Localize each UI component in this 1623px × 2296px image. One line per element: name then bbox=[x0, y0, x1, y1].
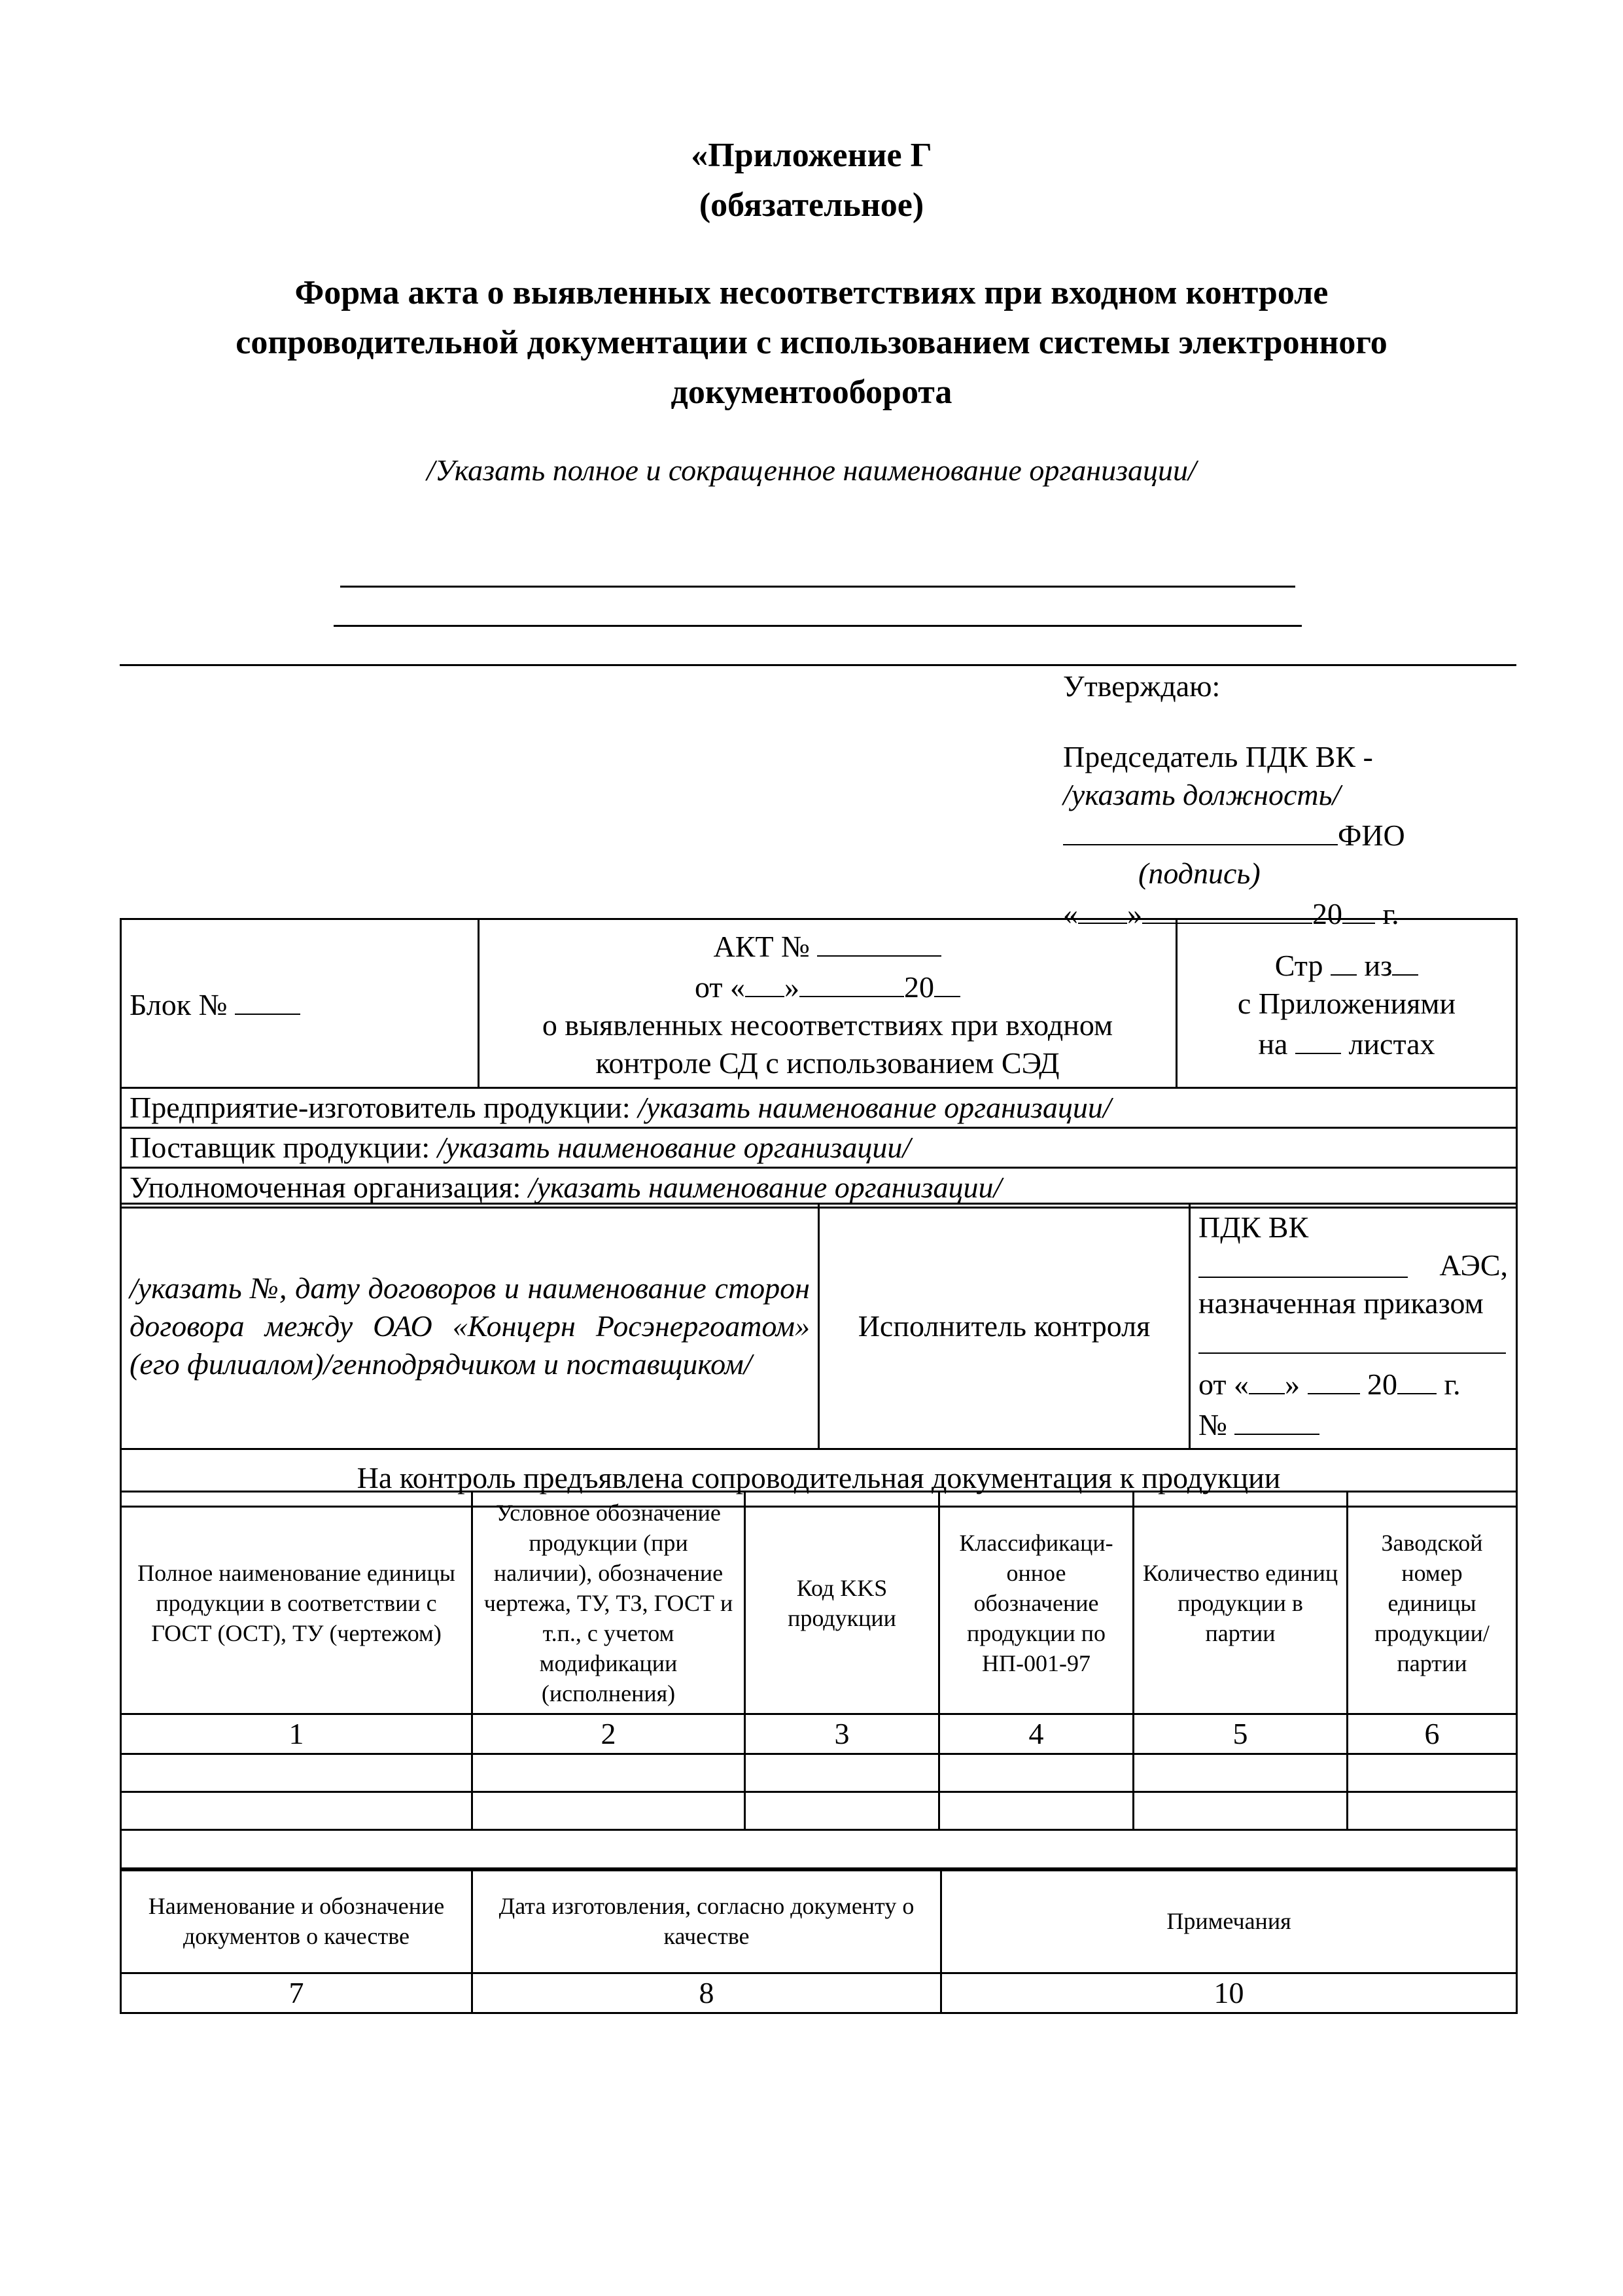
form-title-line-1: Форма акта о выявленных несоответствиях при входном контроле bbox=[294, 274, 1329, 311]
order-from-close: » bbox=[1285, 1368, 1300, 1401]
column-header: Заводской номер единицы продукции/ партии bbox=[1348, 1492, 1517, 1714]
appendix-title bbox=[0, 131, 1623, 230]
chairman-label: Председатель ПДК ВК - bbox=[1063, 740, 1373, 773]
column-number: 2 bbox=[472, 1714, 745, 1754]
form-title bbox=[0, 268, 1623, 417]
quality-column-header: Наименование и обозначение документов о качестве bbox=[121, 1869, 472, 1973]
quality-column-number: 10 bbox=[941, 1973, 1517, 2013]
supplier-row bbox=[121, 1128, 1517, 1168]
pdk-label: ПДК ВК bbox=[1198, 1210, 1309, 1244]
act-desc-2: контроле СД с использованием СЭД bbox=[595, 1046, 1060, 1080]
aes-line bbox=[1198, 1246, 1508, 1284]
mandatory-label: (обязательное) bbox=[699, 186, 924, 224]
table-cell bbox=[745, 1754, 939, 1792]
manufacturer-row bbox=[121, 1088, 1517, 1128]
table-cell bbox=[745, 1792, 939, 1830]
organization-line-1 bbox=[340, 586, 1295, 588]
supplier-hint: /указать наименование организации/ bbox=[437, 1131, 911, 1164]
approval-block bbox=[1063, 667, 1521, 933]
date-close: » bbox=[1127, 897, 1142, 930]
table-cell bbox=[1134, 1792, 1348, 1830]
order-year-suffix: г. bbox=[1444, 1368, 1461, 1401]
table-cell bbox=[472, 1754, 745, 1792]
quality-column-number: 7 bbox=[121, 1973, 472, 2013]
manufacturer-label: Предприятие-изготовитель продукции: bbox=[130, 1091, 638, 1124]
act-desc-1: о выявленных несоответствиях при входном bbox=[542, 1008, 1113, 1042]
act-cell bbox=[479, 919, 1177, 1088]
approve-label: Утверждаю: bbox=[1063, 669, 1221, 703]
appointed-label: назначенная приказом bbox=[1198, 1286, 1484, 1320]
column-number: 5 bbox=[1134, 1714, 1348, 1754]
sheets-count bbox=[1185, 1023, 1508, 1063]
quality-column-number: 8 bbox=[472, 1973, 941, 2013]
table-cell bbox=[121, 1754, 472, 1792]
sheets-label: листах bbox=[1348, 1027, 1435, 1061]
page-of: из bbox=[1364, 948, 1393, 982]
table-cell bbox=[1348, 1754, 1517, 1792]
with-appendices: с Приложениями bbox=[1237, 986, 1456, 1020]
column-header: Полное наименование единицы продукции в соответствии с ГОСТ (ОСТ), ТУ (чертежом) bbox=[121, 1492, 472, 1714]
fio-line bbox=[1063, 814, 1521, 855]
on-label: на bbox=[1258, 1027, 1288, 1061]
column-number: 4 bbox=[939, 1714, 1134, 1754]
table-cell bbox=[121, 1792, 472, 1830]
column-header: Количество единиц продукции в партии bbox=[1134, 1492, 1348, 1714]
column-header: Условное обозначение продукции (при наличии), обозначение чертежа, ТУ, ТЗ, ГОСТ и т.п., с учетом модификации (исполнения) bbox=[472, 1492, 745, 1714]
act-year: 20 bbox=[904, 970, 934, 1004]
year-suffix: г. bbox=[1382, 897, 1399, 930]
table-row bbox=[121, 1754, 1517, 1792]
page-label: Стр bbox=[1274, 948, 1323, 982]
table-cell bbox=[1134, 1754, 1348, 1792]
date-open: « bbox=[1063, 897, 1078, 930]
organization-line-2 bbox=[334, 625, 1302, 627]
quality-table bbox=[120, 1867, 1518, 2014]
block-cell bbox=[121, 919, 479, 1088]
column-header: Код KKS продукции bbox=[745, 1492, 939, 1714]
table-cell bbox=[121, 1830, 1517, 1871]
form-title-line-3: документооборота bbox=[671, 374, 952, 411]
order-number-label: № bbox=[1198, 1408, 1227, 1441]
page-cell bbox=[1177, 919, 1517, 1088]
authorized-hint: /указать наименование организации/ bbox=[528, 1171, 1002, 1204]
table-cell bbox=[939, 1792, 1134, 1830]
column-number: 1 bbox=[121, 1714, 472, 1754]
page-count bbox=[1185, 944, 1508, 985]
act-number-label: АКТ № bbox=[713, 929, 810, 963]
position-hint: /указать должность/ bbox=[1063, 778, 1341, 811]
order-number bbox=[1198, 1404, 1508, 1444]
act-from-close: » bbox=[784, 970, 799, 1004]
column-number: 6 bbox=[1348, 1714, 1517, 1754]
order-year: 20 bbox=[1367, 1368, 1397, 1401]
contract-hint: /указать №, дату договоров и наименование сторон договора между ОАО «Концерн Росэнергоатом» (его филиалом)/генподрядчиком и поставщиком/ bbox=[121, 1204, 819, 1449]
table-cell bbox=[939, 1754, 1134, 1792]
act-date bbox=[487, 966, 1168, 1006]
manufacturer-hint: /указать наименование организации/ bbox=[638, 1091, 1111, 1124]
order-line bbox=[1198, 1322, 1508, 1363]
organization-hint: /Указать полное и сокращенное наименование организации/ bbox=[427, 453, 1196, 487]
pdk-cell bbox=[1190, 1204, 1517, 1449]
fio-label: ФИО bbox=[1338, 819, 1405, 852]
block-label: Блок № bbox=[130, 987, 228, 1021]
act-header-table bbox=[120, 918, 1518, 1209]
act-from: от « bbox=[695, 970, 745, 1004]
quality-column-header: Дата изготовления, согласно документу о качестве bbox=[472, 1869, 941, 1973]
aes-label: АЭС, bbox=[1439, 1248, 1508, 1282]
header-separator bbox=[120, 664, 1516, 666]
submitted-heading: На контроль предъявлена сопроводительная документация к продукции bbox=[121, 1449, 1517, 1507]
contract-table bbox=[120, 1203, 1518, 1508]
quality-column-header: Примечания bbox=[941, 1869, 1517, 1973]
supplier-label: Поставщик продукции: bbox=[130, 1131, 438, 1164]
act-number bbox=[487, 925, 1168, 966]
table-row bbox=[121, 1830, 1517, 1871]
order-from: от « bbox=[1198, 1368, 1249, 1401]
column-number: 3 bbox=[745, 1714, 939, 1754]
executor-label: Исполнитель контроля bbox=[819, 1204, 1190, 1449]
table-cell bbox=[1348, 1792, 1517, 1830]
order-date bbox=[1198, 1363, 1508, 1404]
appendix-label: «Приложение Г bbox=[691, 137, 932, 174]
form-title-line-2: сопроводительной документации с использованием системы электронного bbox=[236, 324, 1387, 361]
table-cell bbox=[472, 1792, 745, 1830]
authorized-label: Уполномоченная организация: bbox=[130, 1171, 529, 1204]
table-row bbox=[121, 1792, 1517, 1830]
product-table bbox=[120, 1491, 1518, 1871]
approval-year: 20 bbox=[1312, 897, 1342, 930]
authorized-row bbox=[121, 1168, 1517, 1208]
column-header: Классификаци-онное обозначение продукции по НП-001-97 bbox=[939, 1492, 1134, 1714]
signature-hint: (подпись) bbox=[1138, 857, 1261, 890]
